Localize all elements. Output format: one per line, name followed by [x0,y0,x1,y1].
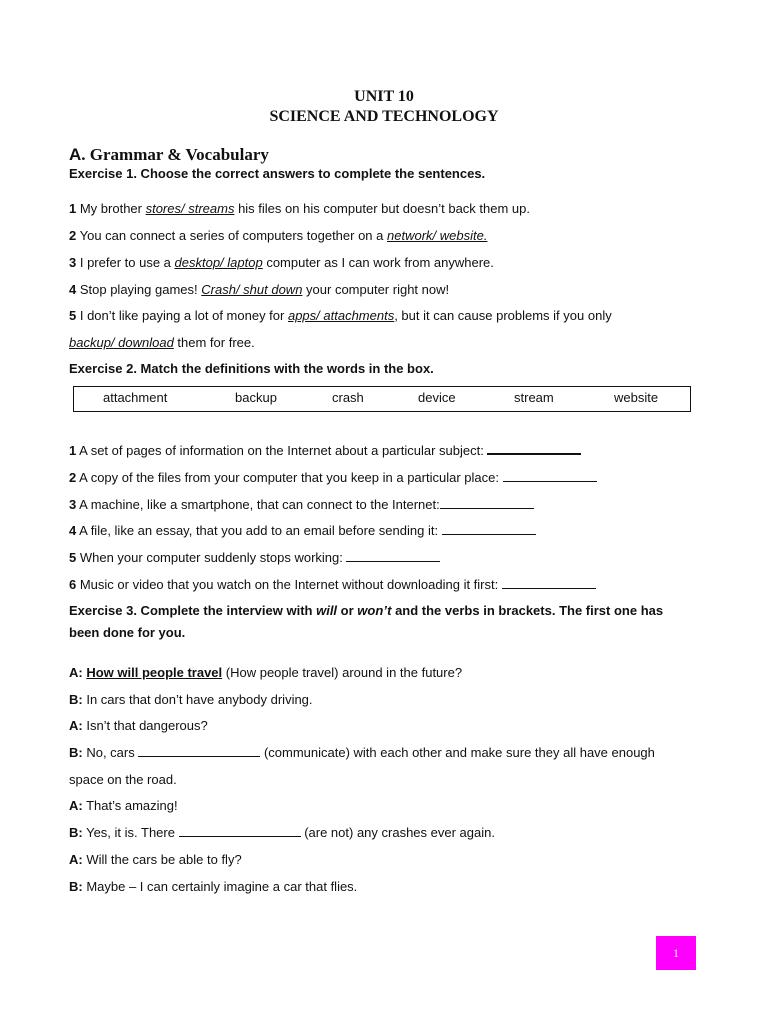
item-text: I don’t like paying a lot of money for [76,308,288,323]
answer-options: desktop/ laptop [174,255,263,270]
line-text: Maybe – I can certainly imagine a car that flies. [82,879,358,894]
item-text: A set of pages of information on the Internet about a particular subject: [76,443,488,458]
answer-options: stores/ streams [145,201,235,216]
word-attachment: attachment [103,390,168,405]
line-text: That’s amazing! [82,798,178,813]
item-text: A copy of the files from your computer that you keep in a particular place: [76,470,503,485]
ex2-item-5 [69,550,440,565]
speaker-label: B: [69,825,83,840]
item-number: 6 [69,577,77,592]
item-text: A file, like an essay, that you add to an email before sending it: [76,523,442,538]
item-text: your computer right now! [302,282,450,297]
speaker-label: A: [69,718,83,733]
item-text: You can connect a series of computers together on a [76,228,387,243]
ex2-item-4 [69,523,536,538]
item-text: , but it can cause problems if you only [394,308,612,323]
item-number: 5 [69,550,77,565]
item-number: 2 [69,470,77,485]
title-wont: won’t [357,603,392,618]
title-text: or [337,603,358,618]
title-will: will [316,603,338,618]
speaker-label: B: [69,692,83,707]
speaker-label: A: [69,665,83,680]
example-answer: How will people travel [86,665,223,680]
answer-blank[interactable] [138,746,260,757]
section-a-heading: . Grammar & Vocabulary [81,145,269,164]
ex1-item-1 [69,201,530,216]
answer-options: backup/ download [69,335,174,350]
dialogue-line-7 [69,852,242,867]
exercise2-title: Exercise 2. Match the definitions with the words in the box. [69,361,434,376]
item-number: 2 [69,228,77,243]
dialogue-line-2 [69,692,313,707]
speaker-label: B: [69,879,83,894]
dialogue-line-8 [69,879,357,894]
exercise1-title: Exercise 1. Choose the correct answers to complete the sentences. [69,166,486,181]
speaker-label: A: [69,852,83,867]
answer-options: apps/ attachments [287,308,395,323]
item-text: his files on his computer but doesn’t back them up. [234,201,530,216]
item-number: 1 [69,443,77,458]
dialogue-line-6 [69,825,495,840]
item-text: I prefer to use a [76,255,175,270]
word-backup: backup [235,390,277,405]
answer-blank[interactable] [502,578,596,589]
ex2-item-1 [69,443,581,458]
word-device: device [418,390,456,405]
ex1-item-5 [69,308,612,323]
line-text: (communicate) with each other and make sure they all have enough [260,745,655,760]
ex1-item-4 [69,282,449,297]
item-text: A machine, like a smartphone, that can connect to the Internet: [76,497,440,512]
section-a-prefix: A [69,145,82,164]
answer-blank[interactable] [487,443,581,455]
item-text: them for free. [173,335,255,350]
item-number: 1 [69,201,77,216]
answer-blank[interactable] [503,471,597,482]
line-text: (How people travel) around in the future? [222,665,463,680]
item-number: 4 [69,523,77,538]
answer-blank[interactable] [346,551,440,562]
item-text: My brother [76,201,146,216]
unit-number: UNIT 10 [354,88,414,105]
speaker-label: A: [69,798,83,813]
line-text: Will the cars be able to fly? [82,852,242,867]
item-number: 3 [69,497,77,512]
ex1-item-5-continued [69,335,255,350]
ex1-item-3 [69,255,494,270]
page-number-badge: 1 [656,936,696,970]
item-number: 5 [69,308,77,323]
answer-blank[interactable] [442,524,536,535]
section-a-title [69,145,269,165]
line-text: No, cars [82,745,139,760]
word-website: website [614,390,659,405]
item-text: Stop playing games! [76,282,202,297]
line-text: (are not) any crashes ever again. [300,825,495,840]
answer-blank[interactable] [179,826,301,837]
word-stream: stream [514,390,554,405]
ex1-item-2 [69,228,487,243]
title-text: and the verbs in brackets. The first one has [391,603,664,618]
word-crash: crash [332,390,364,405]
item-number: 4 [69,282,77,297]
answer-options: network/ website. [387,228,488,243]
word-box [73,386,691,412]
unit-topic: SCIENCE AND TECHNOLOGY [269,108,499,125]
dialogue-line-3 [69,718,208,733]
title-text: Exercise 3. Complete the interview with [69,603,317,618]
answer-blank[interactable] [440,498,534,509]
ex2-item-3 [69,497,534,512]
dialogue-line-5 [69,798,178,813]
dialogue-line-4-continued: space on the road. [69,772,177,787]
speaker-label: B: [69,745,83,760]
dialogue-line-4 [69,745,655,760]
answer-options: Crash/ shut down [201,282,303,297]
item-text: computer as I can work from anywhere. [262,255,494,270]
ex2-item-6 [69,577,596,592]
line-text: Yes, it is. There [82,825,179,840]
item-text: When your computer suddenly stops working: [76,550,347,565]
ex2-item-2 [69,470,597,485]
item-number: 3 [69,255,77,270]
exercise3-title-line2: been done for you. [69,625,186,640]
line-text: In cars that don’t have anybody driving. [82,692,313,707]
exercise3-title [69,603,663,618]
dialogue-line-1 [69,665,462,680]
line-text: Isn’t that dangerous? [82,718,208,733]
item-text: Music or video that you watch on the Internet without downloading it first: [76,577,502,592]
